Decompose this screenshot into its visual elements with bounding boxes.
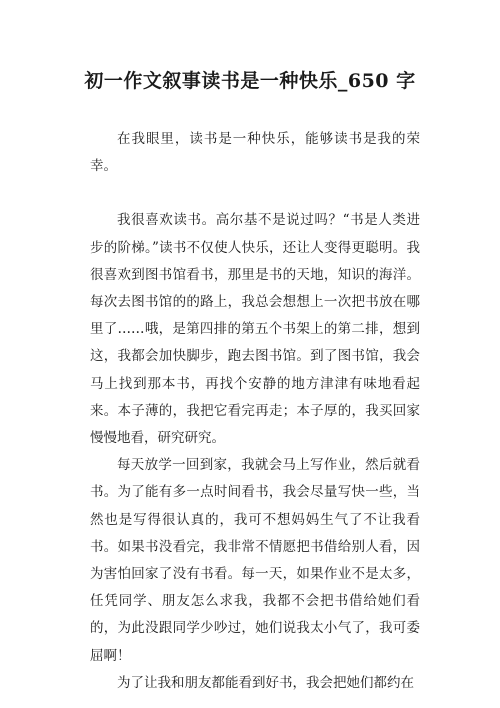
paragraph-reading-love: 我很喜欢读书。高尔基不是说过吗？“书是人类进步的阶梯。”读书不仅使人快乐，还让人变得更聪明。我很喜欢到图书馆看书，那里是书的天地，知识的海洋。每次去图书馆的的路上，我总会想想上一次把书放在哪里了……哦，是第四排的第五个书架上的第二排，想到这，我都会加快脚步，跑去图书馆。到了图书馆，我会马上找到那本书，再找个安静的地方津津有味地看起来。本子薄的，我把它看完再走；本子厚的，我买回家慢慢地看，研究研究。 — [90, 212, 420, 447]
paragraph-intro: 在我眼里，读书是一种快乐，能够读书是我的荣幸。 — [90, 131, 420, 175]
paragraph-friends: 为了让我和朋友都能看到好书，我会把她们都约在 — [117, 674, 414, 691]
paragraph-after-school: 每天放学一回到家，我就会马上写作业，然后就看书。为了能有多一点时间看书，我会尽量写快一些，当然也是写得很认真的，我可不想妈妈生气了不让我看书。如果书没看完，我非常不情愿把书借给别人看，因为害怕回家了没有书看。每一天，如果作业不是太多，任凭同学、朋友怎么求我，我都不会把书借给她们看的，为此没跟同学少吵过，她们说我太小气了，我可委屈啊！ — [90, 457, 420, 664]
document-title: 初一作文叙事读书是一种快乐_650 字 — [84, 70, 416, 92]
document-body — [90, 126, 420, 697]
